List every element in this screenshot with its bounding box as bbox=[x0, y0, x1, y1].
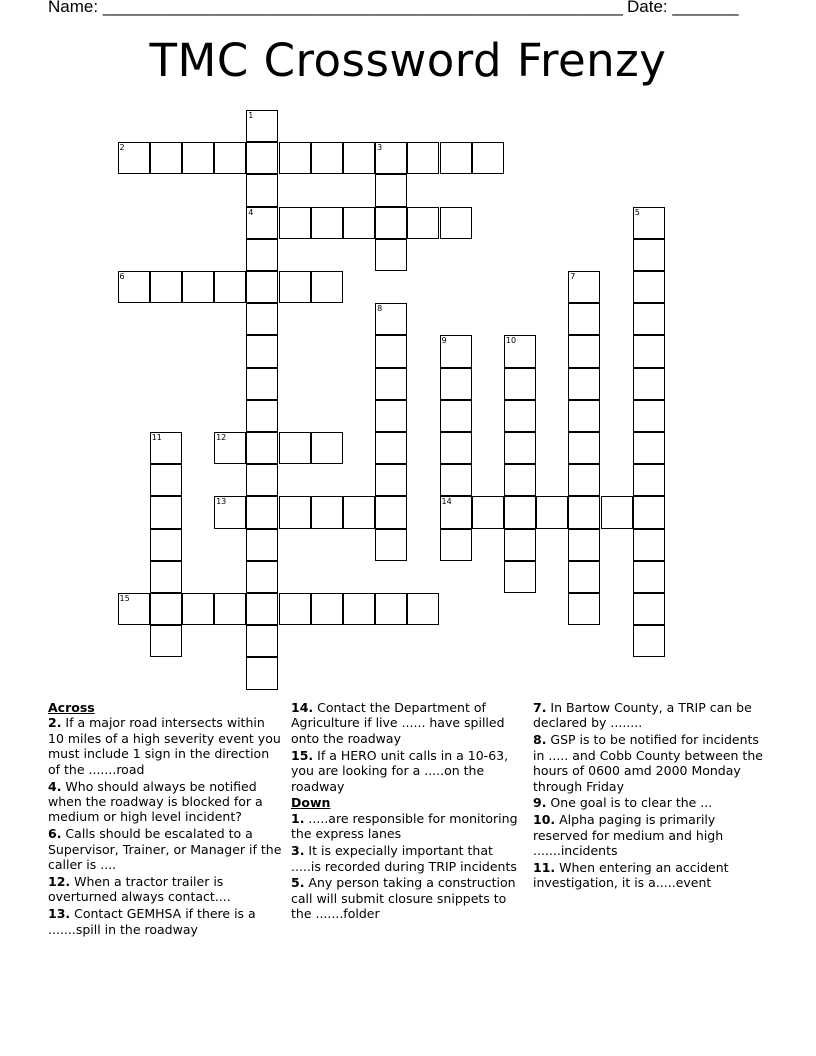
crossword-cell[interactable] bbox=[440, 432, 472, 464]
crossword-cell[interactable] bbox=[279, 496, 311, 528]
crossword-cell[interactable] bbox=[343, 207, 375, 239]
clue-text: Any person taking a construction call will submit closure snippets to the .......folder bbox=[291, 875, 516, 922]
clue-number-label: 4. bbox=[48, 778, 62, 794]
crossword-cell[interactable] bbox=[150, 625, 182, 657]
clue-number-label: 1. bbox=[291, 810, 305, 826]
across-clue bbox=[48, 874, 284, 905]
crossword-cell[interactable] bbox=[182, 142, 214, 174]
crossword-cell[interactable] bbox=[568, 529, 600, 561]
date-line: _______ bbox=[672, 0, 739, 16]
crossword-cell[interactable] bbox=[440, 529, 472, 561]
clue-text: .....are responsible for monitoring the express lanes bbox=[291, 810, 518, 842]
clue-text: It is expecially important that .....is recorded during TRIP incidents bbox=[291, 843, 517, 874]
crossword-cell[interactable] bbox=[375, 335, 407, 367]
crossword-cell[interactable] bbox=[633, 496, 665, 528]
crossword-cell[interactable] bbox=[407, 142, 439, 174]
crossword-cell[interactable] bbox=[375, 368, 407, 400]
crossword-cell[interactable] bbox=[633, 271, 665, 303]
across-clue bbox=[48, 826, 284, 872]
crossword-cell[interactable] bbox=[311, 207, 343, 239]
across-clue bbox=[291, 700, 523, 746]
clue-text: GSP is to be notified for incidents in ..... and Cobb County between the hours of 0600 amd 2000 Monday through Friday bbox=[533, 732, 763, 794]
crossword-cell[interactable] bbox=[246, 174, 278, 206]
across-heading: Across bbox=[48, 700, 95, 715]
crossword-cell[interactable] bbox=[118, 142, 150, 174]
crossword-cell[interactable] bbox=[633, 529, 665, 561]
down-clue bbox=[291, 875, 523, 921]
crossword-cell[interactable] bbox=[633, 432, 665, 464]
crossword-cell[interactable] bbox=[375, 400, 407, 432]
crossword-cell[interactable] bbox=[504, 529, 536, 561]
down-clue bbox=[533, 795, 765, 810]
crossword-cell[interactable] bbox=[246, 432, 278, 464]
clue-number: 5 bbox=[634, 207, 640, 217]
crossword-cell[interactable] bbox=[246, 271, 278, 303]
name-label: Name: bbox=[48, 0, 99, 16]
crossword-cell[interactable] bbox=[214, 142, 246, 174]
crossword-cell[interactable] bbox=[633, 561, 665, 593]
crossword-cell[interactable] bbox=[440, 400, 472, 432]
clue-number: 4 bbox=[248, 207, 254, 217]
clue-text: When a tractor trailer is overturned always contact.... bbox=[48, 873, 231, 905]
clue-number: 10 bbox=[505, 336, 517, 346]
clues-column-3 bbox=[533, 700, 765, 892]
crossword-cell[interactable] bbox=[568, 561, 600, 593]
across-clue bbox=[48, 715, 284, 777]
crossword-cell[interactable] bbox=[633, 207, 665, 239]
clue-text: When entering an accident investigation, it is a.....event bbox=[533, 860, 729, 891]
down-clue bbox=[533, 700, 765, 731]
crossword-cell[interactable] bbox=[440, 335, 472, 367]
crossword-cell[interactable] bbox=[150, 561, 182, 593]
crossword-cell[interactable] bbox=[601, 496, 633, 528]
crossword-cell[interactable] bbox=[343, 142, 375, 174]
name-line: _______________________________________________________ bbox=[102, 0, 623, 16]
crossword-cell[interactable] bbox=[246, 239, 278, 271]
clue-number-label: 11. bbox=[533, 860, 556, 876]
crossword-cell[interactable] bbox=[568, 368, 600, 400]
crossword-cell[interactable] bbox=[472, 496, 504, 528]
clue-number-label: 10. bbox=[533, 812, 556, 828]
crossword-cell[interactable] bbox=[214, 593, 246, 625]
crossword-cell[interactable] bbox=[118, 593, 150, 625]
crossword-cell[interactable] bbox=[504, 464, 536, 496]
crossword-cell[interactable] bbox=[568, 593, 600, 625]
crossword-cell[interactable] bbox=[633, 335, 665, 367]
clue-text: Contact GEMHSA if there is a .......spill in the roadway bbox=[48, 906, 256, 937]
clue-number-label: 8. bbox=[533, 732, 547, 748]
down-heading: Down bbox=[291, 795, 331, 811]
crossword-cell[interactable] bbox=[150, 464, 182, 496]
clue-text: Who should always be notified when the roadway is blocked for a medium or high level incident? bbox=[48, 778, 263, 825]
clue-number-label: 13. bbox=[48, 906, 71, 922]
clue-number-label: 5. bbox=[291, 875, 305, 891]
down-clue bbox=[533, 860, 765, 891]
crossword-cell[interactable] bbox=[150, 142, 182, 174]
crossword-cell[interactable] bbox=[246, 561, 278, 593]
crossword-cell[interactable] bbox=[279, 593, 311, 625]
crossword-cell[interactable] bbox=[568, 303, 600, 335]
clue-number-label: 2. bbox=[48, 715, 62, 731]
crossword-cell[interactable] bbox=[118, 271, 150, 303]
crossword-cell[interactable] bbox=[568, 464, 600, 496]
clue-number: 6 bbox=[119, 272, 125, 281]
clue-number: 3 bbox=[377, 143, 383, 153]
page-title: TMC Crossword Frenzy bbox=[149, 34, 667, 87]
crossword-cell[interactable] bbox=[311, 271, 343, 303]
crossword-cell[interactable] bbox=[633, 625, 665, 657]
clue-number: 9 bbox=[441, 336, 447, 346]
crossword-cell[interactable] bbox=[246, 368, 278, 400]
crossword-cell[interactable] bbox=[182, 271, 214, 303]
clue-number: 14 bbox=[441, 497, 452, 507]
crossword-cell[interactable] bbox=[279, 142, 311, 174]
down-clue bbox=[291, 811, 523, 842]
crossword-cell[interactable] bbox=[246, 400, 278, 432]
clue-number-label: 7. bbox=[533, 700, 547, 715]
crossword-cell[interactable] bbox=[375, 464, 407, 496]
crossword-cell[interactable] bbox=[504, 335, 536, 367]
crossword-cell[interactable] bbox=[279, 207, 311, 239]
crossword-cell[interactable] bbox=[633, 464, 665, 496]
clue-text: If a major road intersects within 10 miles of a high severity event you must include 1 sign in the direction of the .......road bbox=[48, 715, 281, 777]
crossword-cell[interactable] bbox=[504, 496, 536, 528]
crossword-cell[interactable] bbox=[568, 400, 600, 432]
across-clue bbox=[291, 748, 523, 794]
crossword-cell[interactable] bbox=[375, 432, 407, 464]
crossword-cell[interactable] bbox=[633, 303, 665, 335]
crossword-cell[interactable] bbox=[246, 529, 278, 561]
crossword-cell[interactable] bbox=[568, 335, 600, 367]
crossword-cell[interactable] bbox=[375, 174, 407, 206]
crossword-cell[interactable] bbox=[440, 368, 472, 400]
crossword-cell[interactable] bbox=[279, 432, 311, 464]
crossword-cell[interactable] bbox=[375, 239, 407, 271]
clue-number: 13 bbox=[216, 497, 227, 507]
clues-column-2 bbox=[291, 700, 523, 923]
crossword-cell[interactable] bbox=[375, 303, 407, 335]
clue-number: 8 bbox=[377, 304, 383, 314]
clue-number-label: 6. bbox=[48, 826, 62, 842]
clues-column-1 bbox=[48, 700, 284, 939]
crossword-cell[interactable] bbox=[311, 593, 343, 625]
crossword-cell[interactable] bbox=[246, 207, 278, 239]
crossword-cell[interactable] bbox=[246, 142, 278, 174]
crossword-cell[interactable] bbox=[375, 142, 407, 174]
across-clue bbox=[48, 779, 284, 825]
clue-number-label: 9. bbox=[533, 795, 547, 811]
crossword-cell[interactable] bbox=[150, 529, 182, 561]
crossword-cell[interactable] bbox=[504, 400, 536, 432]
crossword-cell[interactable] bbox=[568, 271, 600, 303]
clue-number-label: 3. bbox=[291, 843, 305, 859]
clue-number: 12 bbox=[216, 433, 227, 442]
crossword-cell[interactable] bbox=[246, 496, 278, 528]
crossword-cell[interactable] bbox=[504, 368, 536, 400]
crossword-cell[interactable] bbox=[536, 496, 568, 528]
crossword-cell[interactable] bbox=[246, 625, 278, 657]
crossword-cell[interactable] bbox=[246, 593, 278, 625]
clue-number-label: 12. bbox=[48, 873, 71, 889]
crossword-cell[interactable] bbox=[440, 207, 472, 239]
crossword-cell[interactable] bbox=[633, 368, 665, 400]
across-clue bbox=[48, 906, 284, 937]
crossword-cell[interactable] bbox=[214, 496, 246, 528]
crossword-cell[interactable] bbox=[246, 303, 278, 335]
date-label: Date: bbox=[627, 0, 668, 16]
crossword-cell[interactable] bbox=[150, 496, 182, 528]
crossword-cell[interactable] bbox=[246, 464, 278, 496]
crossword-cell[interactable] bbox=[633, 239, 665, 271]
clue-number-label: 14. bbox=[291, 700, 314, 715]
crossword-cell[interactable] bbox=[311, 142, 343, 174]
down-clue bbox=[533, 812, 765, 858]
crossword-cell[interactable] bbox=[214, 432, 246, 464]
crossword-cell[interactable] bbox=[568, 432, 600, 464]
crossword-cell[interactable] bbox=[407, 593, 439, 625]
crossword-cell[interactable] bbox=[343, 496, 375, 528]
clue-number: 7 bbox=[570, 272, 576, 281]
crossword-cell[interactable] bbox=[311, 432, 343, 464]
clue-text: If a HERO unit calls in a 10-63, you are looking for a .....on the roadway bbox=[291, 747, 509, 794]
crossword-cell[interactable] bbox=[375, 529, 407, 561]
crossword-cell[interactable] bbox=[150, 432, 182, 464]
crossword-cell[interactable] bbox=[375, 207, 407, 239]
crossword-cell[interactable] bbox=[311, 496, 343, 528]
crossword-cell[interactable] bbox=[504, 432, 536, 464]
crossword-cell[interactable] bbox=[343, 593, 375, 625]
crossword-cell[interactable] bbox=[407, 207, 439, 239]
clue-text: In Bartow County, a TRIP can be declared by ........ bbox=[533, 700, 752, 731]
crossword-cell[interactable] bbox=[279, 271, 311, 303]
crossword-cell[interactable] bbox=[246, 110, 278, 142]
crossword-cell[interactable] bbox=[150, 593, 182, 625]
crossword-cell[interactable] bbox=[633, 593, 665, 625]
down-clue bbox=[291, 843, 523, 874]
crossword-cell[interactable] bbox=[246, 335, 278, 367]
down-clue bbox=[533, 732, 765, 794]
clue-number: 2 bbox=[119, 143, 125, 153]
clue-text: Alpha paging is primarily reserved for medium and high .......incidents bbox=[533, 812, 724, 859]
crossword-cell[interactable] bbox=[440, 142, 472, 174]
crossword-cell[interactable] bbox=[472, 142, 504, 174]
crossword-cell[interactable] bbox=[440, 464, 472, 496]
crossword-cell[interactable] bbox=[440, 496, 472, 528]
clue-number: 11 bbox=[151, 433, 162, 442]
crossword-cell[interactable] bbox=[568, 496, 600, 528]
crossword-cell[interactable] bbox=[375, 496, 407, 528]
crossword-cell[interactable] bbox=[182, 593, 214, 625]
crossword-cell[interactable] bbox=[214, 271, 246, 303]
crossword-cell[interactable] bbox=[633, 400, 665, 432]
clue-text: Contact the Department of Agriculture if live ...... have spilled onto the roadway bbox=[291, 700, 505, 746]
clue-number: 1 bbox=[248, 111, 254, 120]
clue-number: 15 bbox=[119, 594, 130, 603]
clue-text: One goal is to clear the ... bbox=[546, 795, 713, 811]
clue-number-label: 15. bbox=[291, 747, 314, 763]
crossword-cell[interactable] bbox=[375, 593, 407, 625]
crossword-cell[interactable] bbox=[150, 271, 182, 303]
crossword-cell[interactable] bbox=[246, 657, 278, 689]
crossword-cell[interactable] bbox=[504, 561, 536, 593]
clue-text: Calls should be escalated to a Supervisor, Trainer, or Manager if the caller is .... bbox=[48, 826, 282, 873]
